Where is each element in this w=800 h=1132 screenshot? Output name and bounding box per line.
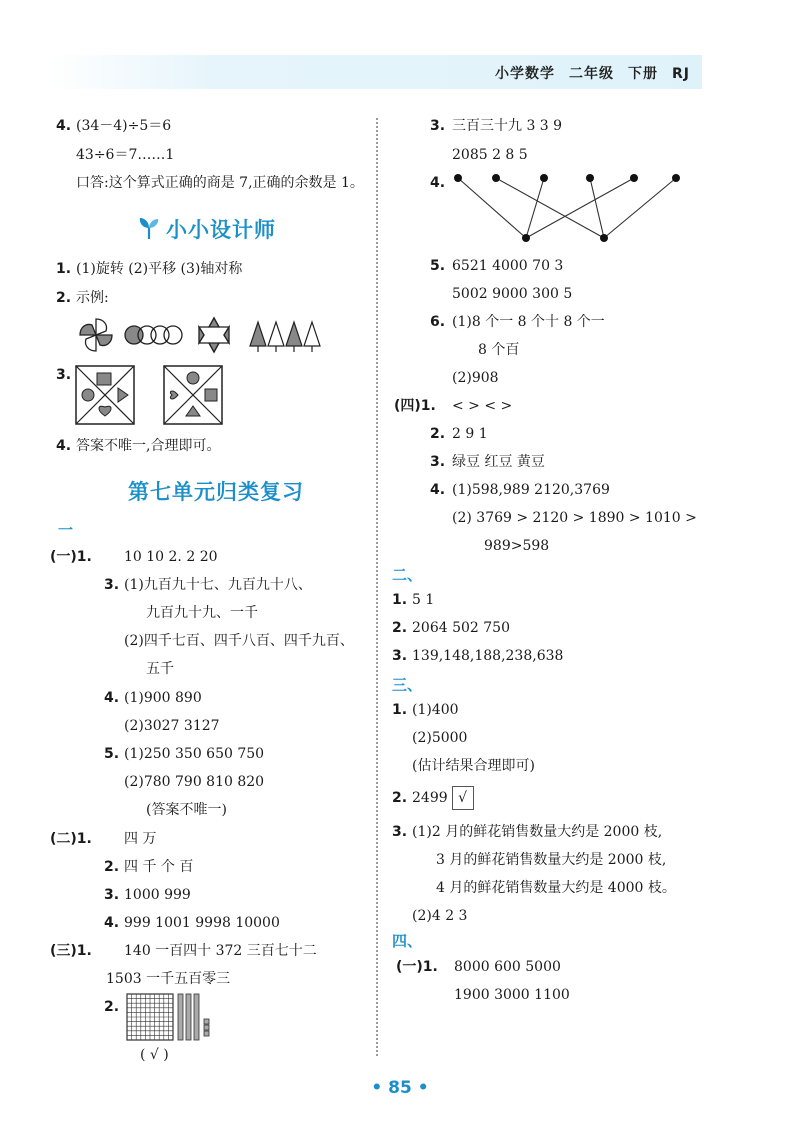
t1-answer: 5 1 (412, 592, 435, 608)
u3-line-1: (1)2 月的鲜花销售数量大约是 2000 枝, (412, 824, 663, 840)
t3-answer: 139,148,188,238,638 (412, 648, 564, 664)
part-3-q1-line-1: 140 一百四十 372 三百七十二 (124, 943, 317, 959)
p3-number: 3. (104, 577, 120, 593)
part-4-q4-line-1: (1)598,989 2120,3769 (452, 482, 610, 498)
u2-answer (412, 786, 474, 810)
part-4-q4-line-3: 989>598 (484, 538, 550, 554)
u2-value: 2499 (412, 790, 448, 806)
r5-number: 5. (430, 258, 446, 274)
matching-diagram (448, 168, 688, 248)
u3-line-3: 4 月的鲜花销售数量大约是 4000 枝。 (436, 880, 676, 896)
r3-line-2: 2085 2 8 5 (452, 147, 528, 163)
r6-line-3: (2)908 (452, 370, 499, 386)
u2-checkbox: √ (452, 786, 474, 810)
d4-number: 4. (56, 438, 72, 454)
part-2-q2-number: 2. (104, 859, 120, 875)
u1-line-1: (1)400 (412, 702, 459, 718)
part-4-q4-number: 4. (430, 482, 446, 498)
page-number: • 85 • (371, 1078, 429, 1098)
p3-line-2: 九百九十九、一千 (146, 605, 258, 621)
part-2-q3-number: 3. (104, 887, 120, 903)
v1-label: (一)1. (396, 959, 438, 975)
matching-lines (458, 178, 676, 238)
u1-line-3: (估计结果合理即可) (412, 758, 535, 774)
u3-number: 3. (392, 824, 408, 840)
v1-line-1: 8000 600 5000 (454, 959, 561, 975)
matching-dots (454, 174, 680, 242)
designer-section-title: 小小设计师 (166, 218, 276, 242)
square-pattern-2 (164, 366, 222, 424)
part-4-q3-number: 3. (430, 454, 446, 470)
part-4-q2-number: 2. (430, 426, 446, 442)
p3-line-3: (2)四千七百、四千八百、四千九百、 (124, 633, 354, 649)
r3-line-1: 三百三十九 3 3 9 (452, 118, 563, 134)
p5-line-1: (1)250 350 650 750 (124, 746, 265, 762)
part-2-q4: 999 1001 9998 10000 (124, 915, 280, 931)
r5-line-1: 6521 4000 70 3 (452, 258, 564, 274)
place-value-blocks (126, 993, 222, 1045)
r4-number: 4. (430, 175, 446, 191)
part-2-q3: 1000 999 (124, 887, 191, 903)
header-edition: RJ (672, 66, 690, 82)
column-divider (376, 118, 378, 1056)
t2-answer: 2064 502 750 (412, 620, 510, 636)
r6-line-1: (1)8 个一 8 个十 8 个一 (452, 314, 605, 330)
part-4-label: (四)1. (394, 398, 436, 414)
symmetry-squares (74, 364, 334, 426)
q4-line-3: 口答:这个算式正确的商是 7,正确的余数是 1。 (76, 175, 364, 191)
r5-line-2: 5002 9000 300 5 (452, 286, 573, 302)
p5-number: 5. (104, 746, 120, 762)
part-4-q4-line-2: (2) 3769 > 2120 > 1890 > 1010 > (452, 510, 697, 526)
unit-cubes (204, 1019, 209, 1036)
u1-line-2: (2)5000 (412, 730, 468, 746)
p3-line-1: (1)九百九十七、九百九十八、 (124, 577, 312, 593)
q4-number: 4. (56, 118, 72, 134)
part-3-q2-number: 2. (104, 999, 120, 1015)
d3-number: 3. (56, 367, 72, 383)
d1-number: 1. (56, 261, 72, 277)
star-icon (199, 318, 229, 352)
part-3-q1-line-2: 1503 一千五百零三 (106, 971, 231, 987)
part-2-q2: 四 千 个 百 (124, 859, 194, 875)
review-section-title: 第七单元归类复习 (128, 480, 304, 504)
p4-line-1: (1)900 890 (124, 690, 202, 706)
p3-line-4: 五千 (146, 661, 174, 677)
t1-number: 1. (392, 592, 408, 608)
part-2-label: (二)1. (50, 831, 92, 847)
part-4-q2: 2 9 1 (452, 426, 488, 442)
p5-line-2: (2)780 790 810 820 (124, 774, 265, 790)
pinwheel-icon (80, 319, 112, 351)
header-term: 下册 (628, 66, 658, 82)
p4-number: 4. (104, 690, 120, 706)
header-subject: 小学数学 (495, 66, 555, 82)
part-3-label: (三)1. (50, 943, 92, 959)
header-grade: 二年级 (569, 66, 614, 82)
t3-number: 3. (392, 648, 408, 664)
q4-line-2: 43÷6＝7……1 (76, 147, 175, 163)
header-title (495, 63, 690, 83)
d2-number: 2. (56, 290, 72, 306)
u2-number: 2. (392, 790, 408, 806)
ten-rods (178, 994, 199, 1040)
section-one-mark: 一 (58, 521, 74, 539)
d4-answer: 答案不唯一,合理即可。 (76, 438, 221, 454)
p5-line-3: (答案不唯一) (146, 802, 227, 818)
section-two-mark: 二、 (392, 566, 423, 584)
part-2-q4-number: 4. (104, 915, 120, 931)
r6-number: 6. (430, 314, 446, 330)
part-4-q3: 绿豆 红豆 黄豆 (452, 454, 545, 470)
u1-number: 1. (392, 702, 408, 718)
square-pattern-1 (76, 366, 134, 424)
pattern-examples (72, 314, 332, 356)
section-three-mark: 三、 (392, 676, 423, 694)
part-2-q1: 四 万 (124, 831, 157, 847)
d1-answer: (1)旋转 (2)平移 (3)轴对称 (76, 261, 243, 277)
q4-line-1: (34－4)÷5＝6 (76, 118, 172, 134)
t2-number: 2. (392, 620, 408, 636)
d2-answer: 示例: (76, 290, 109, 306)
part-3-q2-check: ( √ ) (140, 1047, 169, 1063)
r6-line-2: 8 个百 (478, 342, 520, 358)
section-four-mark: 四、 (392, 932, 423, 950)
p4-line-2: (2)3027 3127 (124, 718, 220, 734)
v1-line-2: 1900 3000 1100 (454, 987, 570, 1003)
hundred-block (127, 994, 173, 1040)
r3-number: 3. (430, 118, 446, 134)
u3-line-2: 3 月的鲜花销售数量大约是 2000 枝, (436, 852, 667, 868)
sprout-icon (138, 216, 160, 240)
u3-line-4: (2)4 2 3 (412, 908, 468, 924)
part-4-q1: < > < > (452, 398, 513, 414)
part-1-label: (一)1. (50, 549, 92, 565)
rings-icon (125, 326, 182, 344)
trees-icon (250, 322, 320, 352)
part-1-answer: 10 10 2. 2 20 (124, 549, 218, 565)
